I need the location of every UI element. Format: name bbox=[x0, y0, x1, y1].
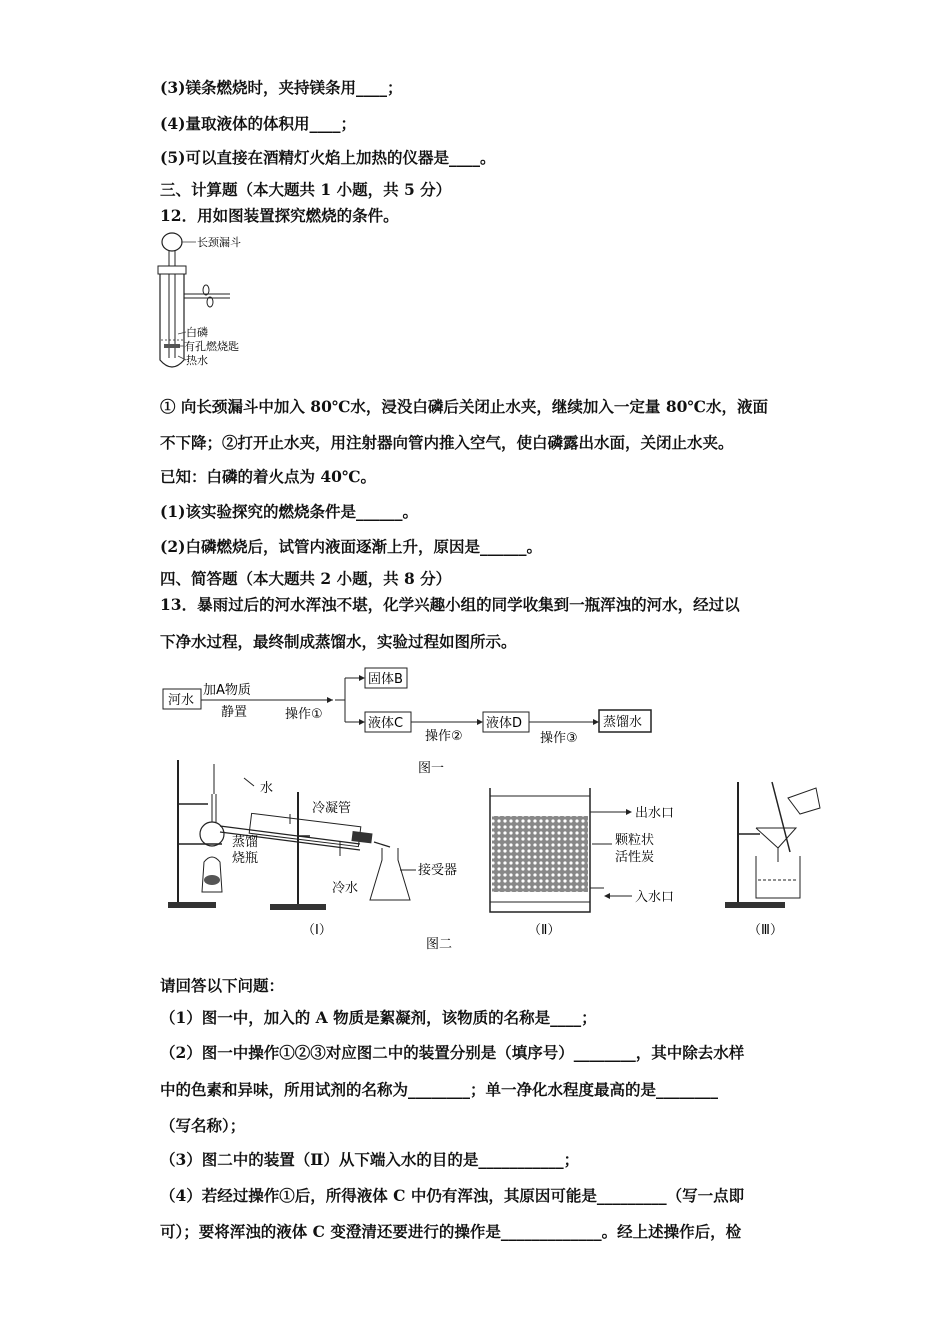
question-13-intro-a: 13．暴雨过后的河水浑浊不堪，化学兴趣小组的同学收集到一瓶浑浊的河水，经过以 bbox=[160, 595, 740, 614]
water-in-label: 水 bbox=[260, 781, 274, 796]
distilled-label: 蒸馏水 bbox=[603, 715, 643, 730]
question-11-part-4: (4)量取液体的体积用____； bbox=[160, 114, 356, 133]
flask-label-2: 烧瓶 bbox=[232, 851, 259, 866]
question-13-part-2c: （写名称）； bbox=[160, 1116, 246, 1135]
outlet-label: 出水口 bbox=[635, 806, 675, 821]
inlet-label: 入水口 bbox=[635, 890, 675, 905]
question-11-part-3: (3)镁条燃烧时，夹持镁条用____； bbox=[160, 78, 403, 97]
question-12-title: 12．用如图装置探究燃烧的条件。 bbox=[160, 206, 399, 225]
question-12-part-1: (1)该实验探究的燃烧条件是______。 bbox=[160, 502, 418, 521]
filtration-apparatus bbox=[725, 782, 820, 908]
question-13-part-3: （3）图二中的装置（Ⅱ）从下端入水的目的是___________； bbox=[160, 1150, 580, 1169]
answer-prompt: 请回答以下问题： bbox=[160, 976, 285, 995]
question-11-part-5: (5)可以直接在酒精灯火焰上加热的仪器是____。 bbox=[160, 148, 496, 167]
river-label: 河水 bbox=[168, 693, 195, 708]
question-13-part-4a: （4）若经过操作①后，所得液体 C 中仍有浑浊，其原因可能是_________（写一点即 bbox=[160, 1186, 745, 1205]
carbon-filter-apparatus bbox=[490, 788, 674, 912]
add-a-label: 加A物质 bbox=[203, 683, 251, 698]
section-4-heading: 四、简答题（本大题共 2 小题，共 8 分） bbox=[160, 569, 452, 588]
liquid-c-label: 液体C bbox=[368, 716, 404, 731]
question-12-known: 已知：白磷的着火点为 40℃。 bbox=[160, 467, 377, 486]
distillation-apparatus bbox=[168, 760, 457, 910]
condenser-label: 冷凝管 bbox=[312, 801, 352, 816]
question-13-part-1: （1）图一中，加入的 A 物质是絮凝剂，该物质的名称是____； bbox=[160, 1008, 597, 1027]
question-12-procedure-2: 不下降；②打开止水夹，用注射器向管内推入空气，使白磷露出水面，关闭止水夹。 bbox=[160, 433, 734, 452]
op1-label: 操作① bbox=[285, 707, 323, 722]
hot-water-label: 热水 bbox=[186, 354, 208, 367]
receiver-label: 接受器 bbox=[418, 863, 458, 878]
funnel-label: 长颈漏斗 bbox=[197, 236, 241, 249]
phosphorus-label: 白磷 bbox=[186, 326, 208, 339]
solid-b-label: 固体B bbox=[368, 672, 403, 687]
combustion-apparatus-figure bbox=[150, 232, 270, 377]
apparatus-3-label: （Ⅲ） bbox=[748, 923, 783, 938]
section-3-heading: 三、计算题（本大题共 1 小题，共 5 分） bbox=[160, 180, 452, 199]
carbon-label-2: 活性炭 bbox=[615, 850, 655, 865]
question-13-part-2b: 中的色素和异味，所用试剂的名称为________；单一净化水程度最高的是________ bbox=[160, 1080, 719, 1099]
op2-label: 操作② bbox=[425, 729, 463, 744]
flask-label-1: 蒸馏 bbox=[232, 835, 259, 850]
purification-flowchart bbox=[155, 662, 675, 752]
figure-2-caption: 图二 bbox=[426, 937, 453, 952]
apparatus-1-label: （Ⅰ） bbox=[302, 923, 332, 938]
question-12-procedure-1: ① 向长颈漏斗中加入 80℃水，浸没白磷后关闭止水夹，继续加入一定量 80℃水，液面 bbox=[160, 397, 768, 416]
question-13-part-4b: 可）；要将浑浊的液体 C 变澄清还要进行的操作是_____________。经上述操作后，检 bbox=[160, 1222, 742, 1241]
question-13-intro-b: 下净水过程，最终制成蒸馏水，实验过程如图所示。 bbox=[160, 632, 517, 651]
question-12-part-2: (2)白磷燃烧后，试管内液面逐渐上升，原因是______。 bbox=[160, 537, 542, 556]
apparatus-2-label: （Ⅱ） bbox=[528, 923, 561, 938]
liquid-d-label: 液体D bbox=[486, 716, 523, 731]
cold-water-label: 冷水 bbox=[332, 881, 359, 896]
figure-1-caption: 图一 bbox=[418, 761, 445, 776]
settle-label: 静置 bbox=[221, 705, 248, 720]
carbon-label-1: 颗粒状 bbox=[615, 833, 655, 848]
op3-label: 操作③ bbox=[540, 731, 578, 746]
spoon-label: 有孔燃烧匙 bbox=[184, 340, 239, 353]
apparatus-figure-2 bbox=[160, 752, 840, 962]
question-13-part-2a: （2）图一中操作①②③对应图二中的装置分别是（填序号）________，其中除去水样 bbox=[160, 1043, 745, 1062]
